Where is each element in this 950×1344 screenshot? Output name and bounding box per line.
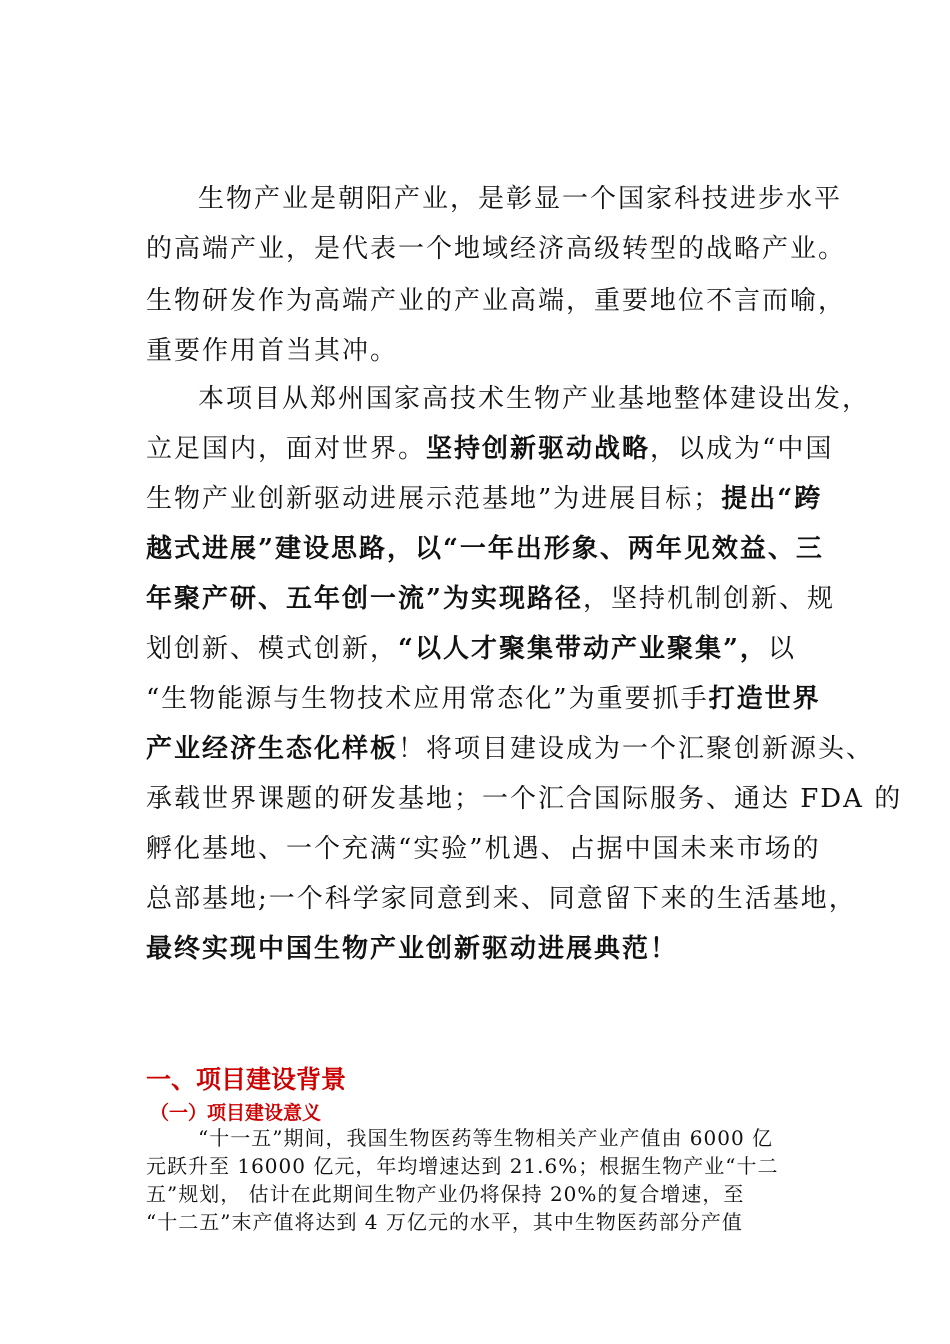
paragraph-2-line-12: 最终实现中国生物产业创新驱动进展典范！ bbox=[146, 934, 679, 964]
bold-text-run: 打造世界 bbox=[708, 684, 821, 714]
paragraph-1-line-3: 生物研发作为高端产业的产业高端，重要地位不言而喻， bbox=[146, 286, 847, 316]
text-run: 以 bbox=[767, 634, 796, 664]
section-line-1: “十一五”期间，我国生物医药等生物相关产业产值由 6000 亿 bbox=[198, 1126, 774, 1150]
text-run: ，以成为“中国 bbox=[650, 434, 834, 464]
paragraph-2-line-6 bbox=[146, 636, 796, 662]
text-run: “生物能源与生物技术应用常态化”为重要抓手 bbox=[146, 684, 709, 714]
bold-text-run: 年聚产研、五年创一流”为实现路径 bbox=[146, 584, 583, 614]
text-run: 立足国内，面对世界。 bbox=[146, 434, 427, 464]
text-run: ！将项目建设成为一个汇聚创新源头、 bbox=[398, 734, 875, 764]
paragraph-2-line-9: 承载世界课题的研发基地；一个汇合国际服务、通达 FDA 的 bbox=[146, 784, 903, 814]
paragraph-1-line-2: 的高端产业，是代表一个地域经济高级转型的战略产业。 bbox=[146, 234, 847, 264]
paragraph-2-line-4: 越式进展”建设思路，以“一年出形象、两年见效益、三 bbox=[146, 534, 824, 564]
paragraph-2-line-10: 孵化基地、一个充满“实验”机遇、占据中国未来市场的 bbox=[146, 834, 821, 864]
paragraph-2-line-11: 总部基地;一个科学家同意到来、同意留下来的生活基地， bbox=[146, 884, 857, 914]
section-line-2: 元跃升至 16000 亿元，年均增速达到 21.6%；根据生物产业“十二 bbox=[146, 1154, 779, 1178]
section-heading: 一、项目建设背景 bbox=[146, 1065, 347, 1094]
text-run: ，坚持机制创新、规 bbox=[582, 584, 835, 614]
paragraph-2-line-3 bbox=[146, 486, 822, 512]
paragraph-2-line-2 bbox=[146, 436, 833, 462]
section-subheading: （一）项目建设意义 bbox=[150, 1102, 322, 1124]
paragraph-1-line-1: 生物产业是朝阳产业，是彰显一个国家科技进步水平 bbox=[198, 184, 843, 214]
bold-text-run: 产业经济生态化样板 bbox=[146, 734, 399, 764]
paragraph-1-line-4: 重要作用首当其冲。 bbox=[146, 336, 399, 366]
bold-text-run: 坚持创新驱动战略 bbox=[426, 434, 651, 464]
text-run: 生物产业创新驱动进展示范基地”为进展目标； bbox=[146, 484, 722, 514]
text-run: 划创新、模式创新， bbox=[146, 634, 399, 664]
paragraph-2-line-5 bbox=[146, 586, 835, 612]
paragraph-2-line-8 bbox=[146, 736, 874, 762]
paragraph-2-line-7 bbox=[146, 686, 821, 712]
section-line-3: 五”规划， 估计在此期间生物产业仍将保持 20%的复合增速，至 bbox=[146, 1182, 745, 1206]
section-line-4: “十二五”末产值将达到 4 万亿元的水平，其中生物医药部分产值 bbox=[146, 1210, 743, 1234]
bold-text-run: 提出“跨 bbox=[721, 484, 823, 514]
paragraph-2-line-1: 本项目从郑州国家高技术生物产业基地整体建设出发， bbox=[198, 384, 871, 414]
bold-text-run: “以人才聚集带动产业聚集”， bbox=[398, 634, 768, 664]
